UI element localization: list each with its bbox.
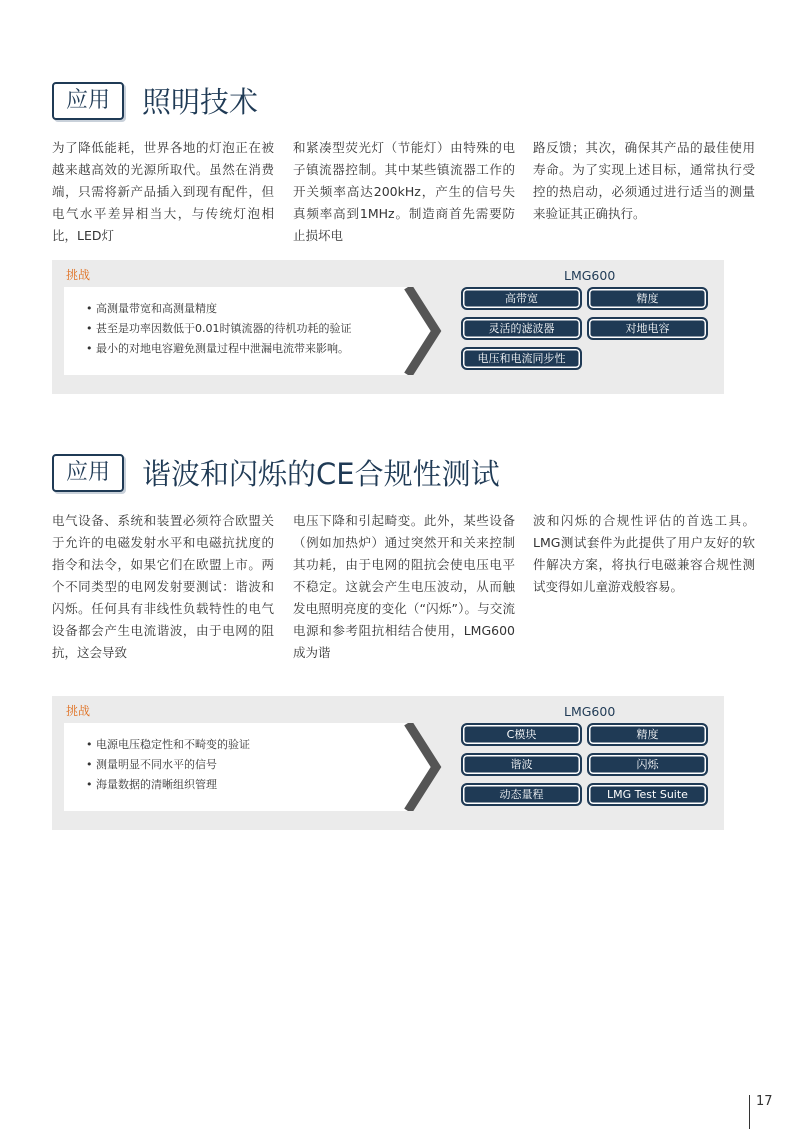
feature-accuracy: 精度 — [587, 723, 708, 746]
section2-title: 谐波和闪烁的CE合规性测试 — [142, 457, 500, 491]
feature-dynamic-range: 动态量程 — [461, 783, 582, 806]
section1-col2: 和紧凑型荧光灯（节能灯）由特殊的电子镇流器控制。其中某些镇流器工作的开关频率高达200kHz，产生的信号失真频率高到1MHz。制造商首先需要防止损坏电 — [293, 140, 515, 243]
section2-tag: 应用 — [52, 454, 124, 492]
feature-high-bandwidth: 高带宽 — [461, 287, 582, 310]
bullet-item: • 海量数据的清晰组织管理 — [86, 775, 416, 795]
section1-col1: 为了降低能耗，世界各地的灯泡正在被越来越高效的光源所取代。虽然在消费端，只需将新产品插入到现有配件，但电气水平差异相当大，与传统灯泡相比，LED灯 — [52, 140, 274, 243]
bullet-item: • 最小的对地电容避免测量过程中泄漏电流带来影响。 — [86, 339, 416, 359]
feature-ground-capacitance: 对地电容 — [587, 317, 708, 340]
feature-lmg-test-suite: LMG Test Suite — [587, 783, 708, 806]
section2-challenge-arrow — [64, 723, 448, 811]
bullet-item: • 高测量带宽和高测量精度 — [86, 299, 416, 319]
section1-bullet-list — [86, 299, 416, 359]
section1-heading — [52, 80, 258, 121]
section2-challenge-label: 挑战 — [66, 704, 91, 718]
section1-challenge-arrow — [64, 287, 448, 375]
section2-col2: 电压下降和引起畸变。此外，某些设备（例如加热炉）通过突然开和关来控制其功耗，由于电网的阻抗会使电压电平不稳定。这就会产生电压波动，从而触发电照明亮度的变化（“闪烁”）。与交流电源和参考阻抗相结合使用，LMG600成为谐 — [293, 513, 515, 660]
page-number: 17 — [756, 1094, 773, 1109]
section1-challenge-label: 挑战 — [66, 268, 91, 282]
section2-challenge-panel — [52, 696, 724, 830]
section1-product-name: LMG600 — [564, 268, 616, 283]
section2-product-name: LMG600 — [564, 704, 616, 719]
feature-c-module: C模块 — [461, 723, 582, 746]
section1-tag: 应用 — [52, 82, 124, 120]
feature-flexible-filter: 灵活的滤波器 — [461, 317, 582, 340]
section1-col3: 路反馈；其次，确保其产品的最佳使用寿命。为了实现上述目标，通常执行受控的热启动，必须通过进行适当的测量来验证其正确执行。 — [533, 140, 755, 221]
bullet-item: • 测量明显不同水平的信号 — [86, 755, 416, 775]
section2-bullet-list — [86, 735, 416, 795]
section2-col1: 电气设备、系统和装置必须符合欧盟关于允许的电磁发射水平和电磁抗扰度的指令和法令，如果它们在欧盟上市。两个不同类型的电网发射要测试：谐波和闪烁。任何具有非线性负载特性的电气设备都会产生电流谐波，由于电网的阻抗，这会导致 — [52, 513, 274, 660]
feature-accuracy: 精度 — [587, 287, 708, 310]
feature-harmonics: 谐波 — [461, 753, 582, 776]
bullet-item: • 电源电压稳定性和不畸变的验证 — [86, 735, 416, 755]
section2-col3: 波和闪烁的合规性评估的首选工具。LMG测试套件为此提供了用户友好的软件解决方案，将执行电磁兼容合规性测试变得如儿童游戏般容易。 — [533, 513, 755, 594]
page-number-divider — [749, 1095, 750, 1129]
feature-flicker: 闪烁 — [587, 753, 708, 776]
section1-title: 照明技术 — [142, 85, 259, 119]
bullet-item: • 甚至是功率因数低于0.01时镇流器的待机功耗的验证 — [86, 319, 416, 339]
section1-challenge-panel — [52, 260, 724, 394]
section2-heading — [52, 452, 500, 493]
feature-vi-sync: 电压和电流同步性 — [461, 347, 582, 370]
